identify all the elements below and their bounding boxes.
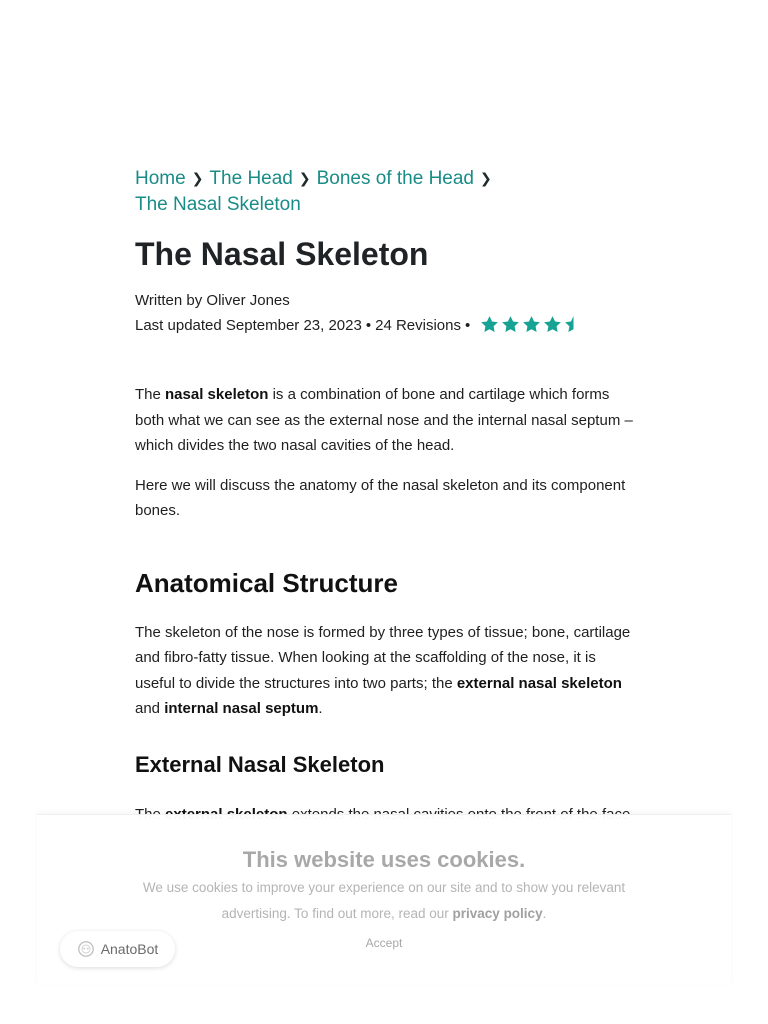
term-external-nasal-skeleton: external nasal skeleton: [456, 674, 622, 692]
section-paragraph: The skeleton of the nose is formed by three types of tissue; bone, cartilage and fibro-fatty tissue. When looking at the scaffolding of the nose, it is useful to divide the structures into two parts; the external nasal skeleton and internal nasal septum.: [135, 623, 631, 717]
half-star-icon: [564, 315, 583, 334]
article-meta: [135, 288, 635, 338]
separator-dot: •: [465, 317, 471, 334]
intro-paragraph: The nasal skeleton is a combination of bone and cartilage which forms both what we can see as the external nose and the internal nasal septum – which divides the two nasal cavities of the head.: [135, 386, 633, 454]
update-line: [135, 313, 635, 338]
chevron-right-icon: ❯: [298, 170, 311, 186]
term-nasal-skeleton: nasal skeleton: [165, 386, 269, 403]
cookie-text: We use cookies to improve your experience on our site and to show you relevant advertising. To find out more, read our privacy policy.: [142, 880, 626, 921]
section-heading-anatomical-structure: Anatomical Structure: [135, 567, 398, 598]
page-title: The Nasal Skeleton: [135, 236, 429, 272]
breadcrumb-bones-of-the-head[interactable]: Bones of the Head: [316, 168, 474, 189]
star-icon: [501, 315, 520, 334]
cookie-title: This website uses cookies.: [242, 847, 526, 872]
intro-paragraph-2: Here we will discuss the anatomy of the nasal skeleton and its component bones.: [135, 476, 626, 519]
anatobot-label: AnatoBot: [100, 941, 159, 957]
anatobot-button[interactable]: [60, 931, 175, 967]
accept-cookies-button[interactable]: Accept: [37, 935, 731, 951]
star-icon: [522, 315, 541, 334]
breadcrumb: [135, 166, 635, 218]
breadcrumb-nasal-skeleton[interactable]: The Nasal Skeleton: [135, 194, 301, 215]
chevron-right-icon: ❯: [191, 170, 204, 186]
subsection-heading-external-nasal-skeleton: External Nasal Skeleton: [135, 751, 385, 777]
author-line: Written by Oliver Jones: [135, 292, 290, 309]
privacy-policy-link[interactable]: privacy policy: [452, 905, 543, 921]
breadcrumb-the-head[interactable]: The Head: [209, 168, 293, 189]
star-icon: [543, 315, 562, 334]
term-internal-nasal-septum: internal nasal septum: [164, 700, 319, 717]
breadcrumb-home[interactable]: Home: [135, 168, 186, 189]
article-body: [135, 382, 635, 827]
chatbot-icon: [77, 940, 95, 958]
main-content: [135, 166, 635, 841]
chevron-right-icon: ❯: [480, 170, 492, 186]
star-rating[interactable]: [480, 315, 585, 334]
revisions-link[interactable]: 24 Revisions: [375, 317, 461, 334]
separator-dot: •: [365, 317, 372, 334]
star-icon: [480, 315, 499, 334]
last-updated: Last updated September 23, 2023: [135, 317, 362, 334]
